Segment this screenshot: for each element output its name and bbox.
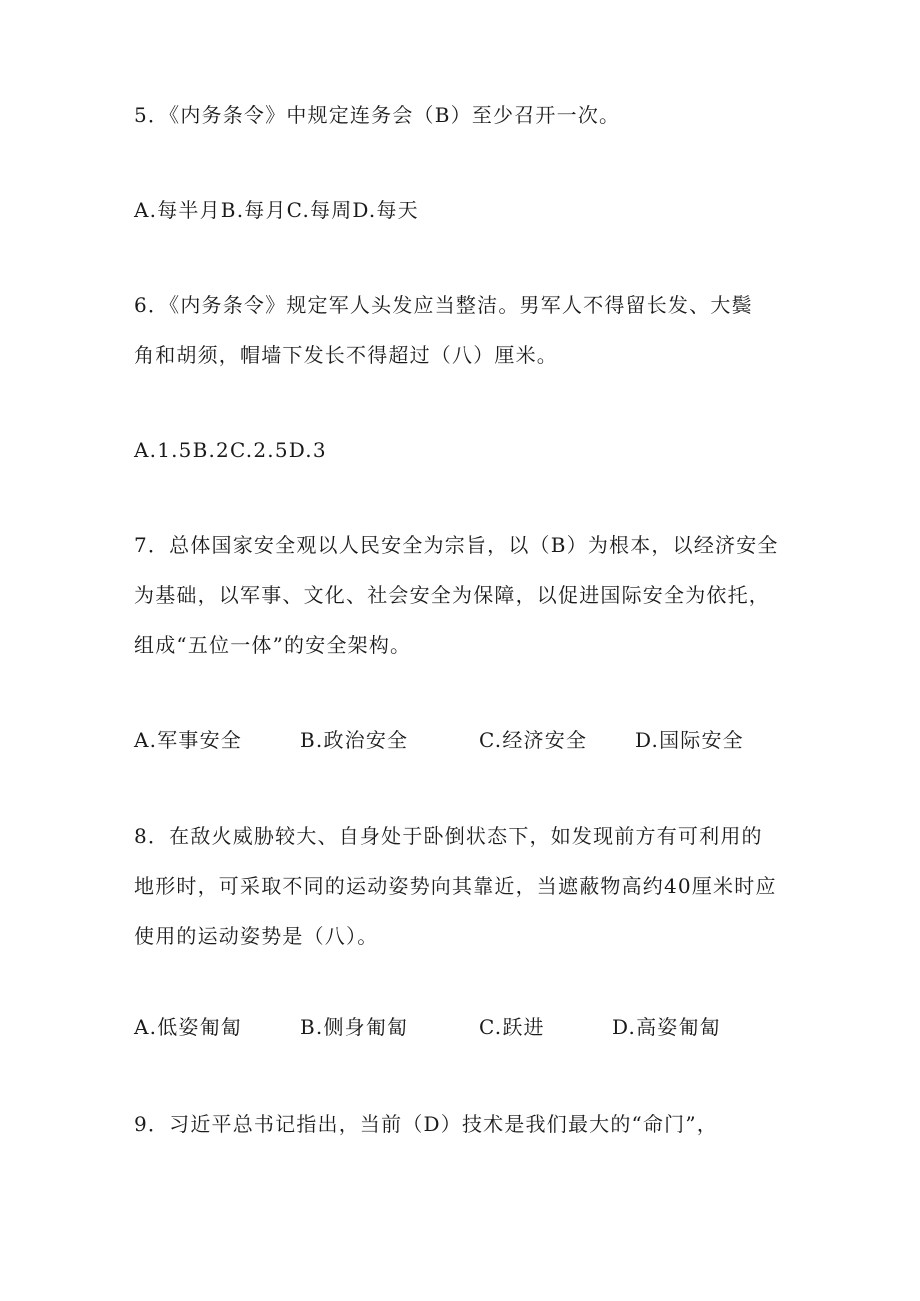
question-6-options: A.1.5B.2C.2.5D.3 xyxy=(134,438,327,462)
question-8-line-3: 使用的运动姿势是（八）。 xyxy=(134,924,379,948)
question-9-line-1: 9．习近平总书记指出，当前（D）技术是我们最大的“命门”， xyxy=(134,1112,719,1136)
question-8-option-c: C.跃进 xyxy=(479,1015,545,1039)
question-8-option-b: B.侧身匍匐 xyxy=(300,1015,409,1039)
question-6-line-2: 角和胡须，帽墙下发长不得超过（八）厘米。 xyxy=(134,343,558,367)
question-7-option-d: D.国际安全 xyxy=(635,728,744,752)
question-8-option-d: D.高姿匍匐 xyxy=(612,1015,721,1039)
question-7-line-2: 为基础，以军事、文化、社会安全为保障，以促进国际安全为依托， xyxy=(134,583,770,607)
question-7-option-b: B.政治安全 xyxy=(300,728,409,752)
question-8-line-2: 地形时，可采取不同的运动姿势向其靠近，当遮蔽物高约40厘米时应 xyxy=(134,874,777,898)
question-7-option-a: A.军事安全 xyxy=(134,728,243,752)
question-7-option-c: C.经济安全 xyxy=(479,728,588,752)
question-8-option-a: A.低姿匍匐 xyxy=(134,1015,243,1039)
question-5-options: A.每半月B.每月C.每周D.每天 xyxy=(134,198,419,222)
question-7-line-3: 组成“五位一体”的安全架构。 xyxy=(134,633,412,657)
question-8-line-1: 8．在敌火威胁较大、自身处于卧倒状态下，如发现前方有可利用的 xyxy=(134,824,763,848)
question-5-line-1: 5．《内务条令》中规定连务会（B）至少召开一次。 xyxy=(134,103,621,127)
question-7-line-1: 7．总体国家安全观以人民安全为宗旨，以（B）为根本，以经济安全 xyxy=(134,533,779,557)
question-6-line-1: 6．《内务条令》规定军人头发应当整洁。男军人不得留长发、大鬓 xyxy=(134,293,753,317)
